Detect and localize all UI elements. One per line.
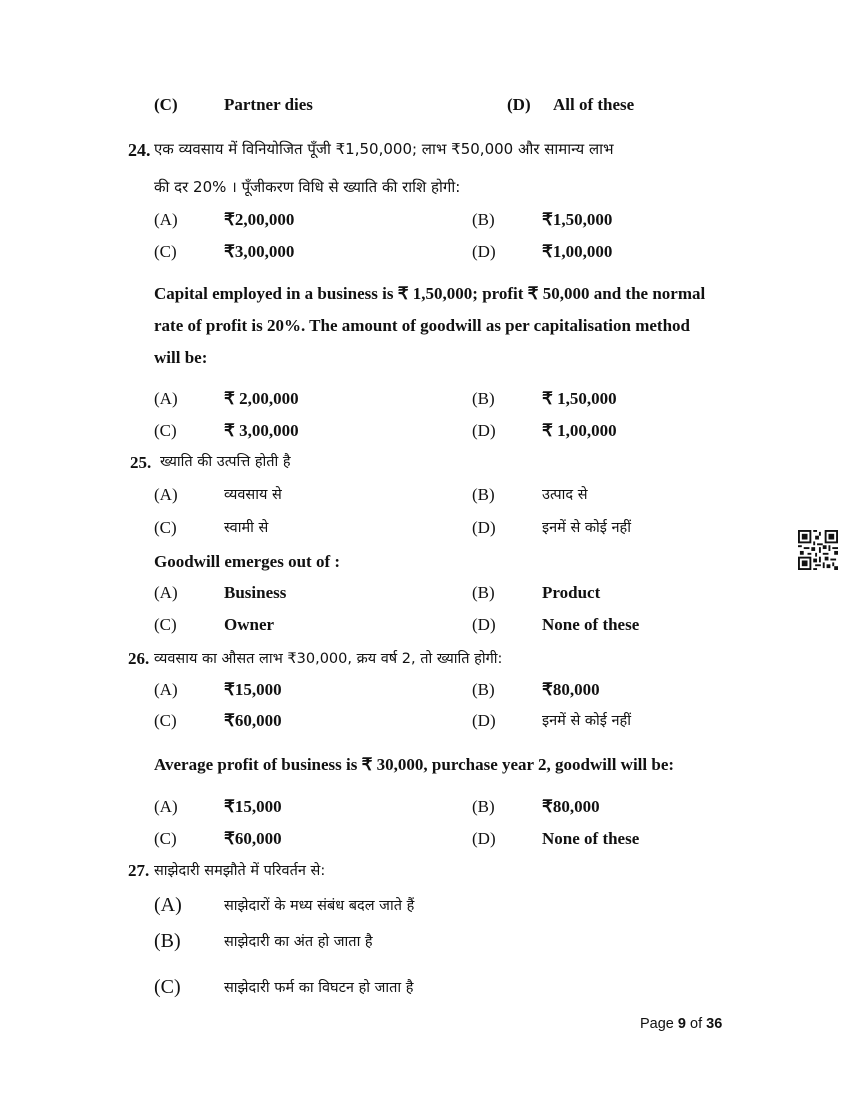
- q26-en-option-a-text: ₹15,000: [224, 797, 282, 816]
- q26-en-option-d-label: (D): [472, 829, 496, 848]
- q26-hi-option-d-label: (D): [472, 711, 496, 730]
- q23-option-c-text: Partner dies: [224, 95, 313, 114]
- q26-hi-option-b-text: ₹80,000: [542, 680, 600, 699]
- q24-hi-option-a-text: ₹2,00,000: [224, 210, 295, 229]
- q24-number: 24.: [128, 140, 151, 160]
- q24-en-option-b-text: ₹ 1,50,000: [542, 389, 617, 408]
- q26-hi-option-c-text: ₹60,000: [224, 711, 282, 730]
- q24-hi-option-d-text: ₹1,00,000: [542, 242, 613, 261]
- q25-hi-option-c-label: (C): [154, 518, 177, 537]
- q26-en-option-b-label: (B): [472, 797, 495, 816]
- q25-en-option-d-label: (D): [472, 615, 496, 634]
- q24-en-option-b-label: (B): [472, 389, 495, 408]
- q25-hi-option-d-label: (D): [472, 518, 496, 537]
- q25-hi-option-c-text: स्वामी से: [224, 520, 269, 536]
- q24-hi-option-a-label: (A): [154, 210, 178, 229]
- q24-hi-option-b-text: ₹1,50,000: [542, 210, 613, 229]
- q23-option-d-label: (D): [507, 95, 531, 114]
- q23-option-c-label: (C): [154, 95, 178, 114]
- q25-en-option-c-label: (C): [154, 615, 177, 634]
- q26-hi-option-b-label: (B): [472, 680, 495, 699]
- q27-hindi-question: साझेदारी समझौते में परिवर्तन से:: [154, 863, 326, 879]
- q23-option-d-text: All of these: [553, 95, 635, 114]
- of-word: of: [690, 1016, 703, 1032]
- q27-number: 27.: [128, 861, 150, 880]
- q25-en-option-a-label: (A): [154, 583, 178, 602]
- q25-en-option-d-text: None of these: [542, 615, 640, 634]
- q26-en-option-c-label: (C): [154, 829, 177, 848]
- q26-number: 26.: [128, 649, 150, 668]
- q27-hi-option-c-label: (C): [154, 976, 181, 998]
- q24-hi-option-c-label: (C): [154, 242, 177, 261]
- q25-number: 25.: [130, 453, 152, 472]
- q24-en-option-a-text: ₹ 2,00,000: [224, 389, 299, 408]
- q27-hi-option-b-text: साझेदारी का अंत हो जाता है: [224, 934, 373, 950]
- q25-hi-option-a-label: (A): [154, 485, 178, 504]
- q26-hi-option-c-label: (C): [154, 711, 177, 730]
- q25-english-question: Goodwill emerges out of :: [154, 552, 341, 571]
- q24-hi-option-c-text: ₹3,00,000: [224, 242, 295, 261]
- q25-en-option-b-text: Product: [542, 583, 601, 602]
- q25-en-option-b-label: (B): [472, 583, 495, 602]
- q24-en-option-a-label: (A): [154, 389, 178, 408]
- q25-hi-option-b-label: (B): [472, 485, 495, 504]
- q24-english-line1: Capital employed in a business is ₹ 1,50,000; profit ₹ 50,000 and the normal: [154, 284, 706, 303]
- q24-hi-option-b-label: (B): [472, 210, 495, 229]
- q24-english-line3: will be:: [154, 348, 208, 367]
- q27-hi-option-b-label: (B): [154, 930, 181, 952]
- q24-hi-option-d-label: (D): [472, 242, 496, 261]
- q24-en-option-c-text: ₹ 3,00,000: [224, 421, 299, 440]
- q24-en-option-d-text: ₹ 1,00,000: [542, 421, 617, 440]
- q26-hi-option-d-text: इनमें से कोई नहीं: [542, 713, 631, 729]
- q26-en-option-a-label: (A): [154, 797, 178, 816]
- q26-en-option-c-text: ₹60,000: [224, 829, 282, 848]
- total-pages: 36: [706, 1016, 723, 1032]
- q24-en-option-c-label: (C): [154, 421, 177, 440]
- q24-hindi-line1: एक व्यवसाय में विनियोजित पूँजी ₹1,50,000; लाभ ₹50,000 और सामान्य लाभ: [154, 140, 614, 158]
- q25-hindi-question: ख्याति की उत्पत्ति होती है: [160, 454, 291, 470]
- q25-hi-option-a-text: व्यवसाय से: [224, 487, 282, 503]
- q24-en-option-d-label: (D): [472, 421, 496, 440]
- q25-hi-option-d-text: इनमें से कोई नहीं: [542, 520, 631, 536]
- q25-en-option-c-text: Owner: [224, 615, 275, 634]
- q26-hi-option-a-label: (A): [154, 680, 178, 699]
- current-page: 9: [677, 1016, 686, 1032]
- q25-en-option-a-text: Business: [224, 583, 287, 602]
- page-word: Page: [640, 1016, 674, 1032]
- q24-hindi-line2: की दर 20% । पूँजीकरण विधि से ख्याति की राशि होगी:: [154, 178, 461, 196]
- page-number: [640, 1016, 722, 1032]
- q26-en-option-b-text: ₹80,000: [542, 797, 600, 816]
- q27-hi-option-a-text: साझेदारों के मध्य संबंध बदल जाते हैं: [224, 898, 415, 914]
- q26-hindi-question: व्यवसाय का औसत लाभ ₹30,000, क्रय वर्ष 2, तो ख्याति होगी:: [154, 651, 503, 667]
- q27-hi-option-c-text: साझेदारी फर्म का विघटन हो जाता है: [224, 980, 414, 996]
- q26-english-question: Average profit of business is ₹ 30,000, purchase year 2, goodwill will be:: [154, 755, 675, 774]
- q26-hi-option-a-text: ₹15,000: [224, 680, 282, 699]
- q26-en-option-d-text: None of these: [542, 829, 640, 848]
- q27-hi-option-a-label: (A): [154, 894, 182, 916]
- q25-hi-option-b-text: उत्पाद से: [542, 487, 588, 503]
- q24-english-line2: rate of profit is 20%. The amount of goodwill as per capitalisation method: [154, 316, 690, 335]
- qr-code-icon: [798, 530, 838, 570]
